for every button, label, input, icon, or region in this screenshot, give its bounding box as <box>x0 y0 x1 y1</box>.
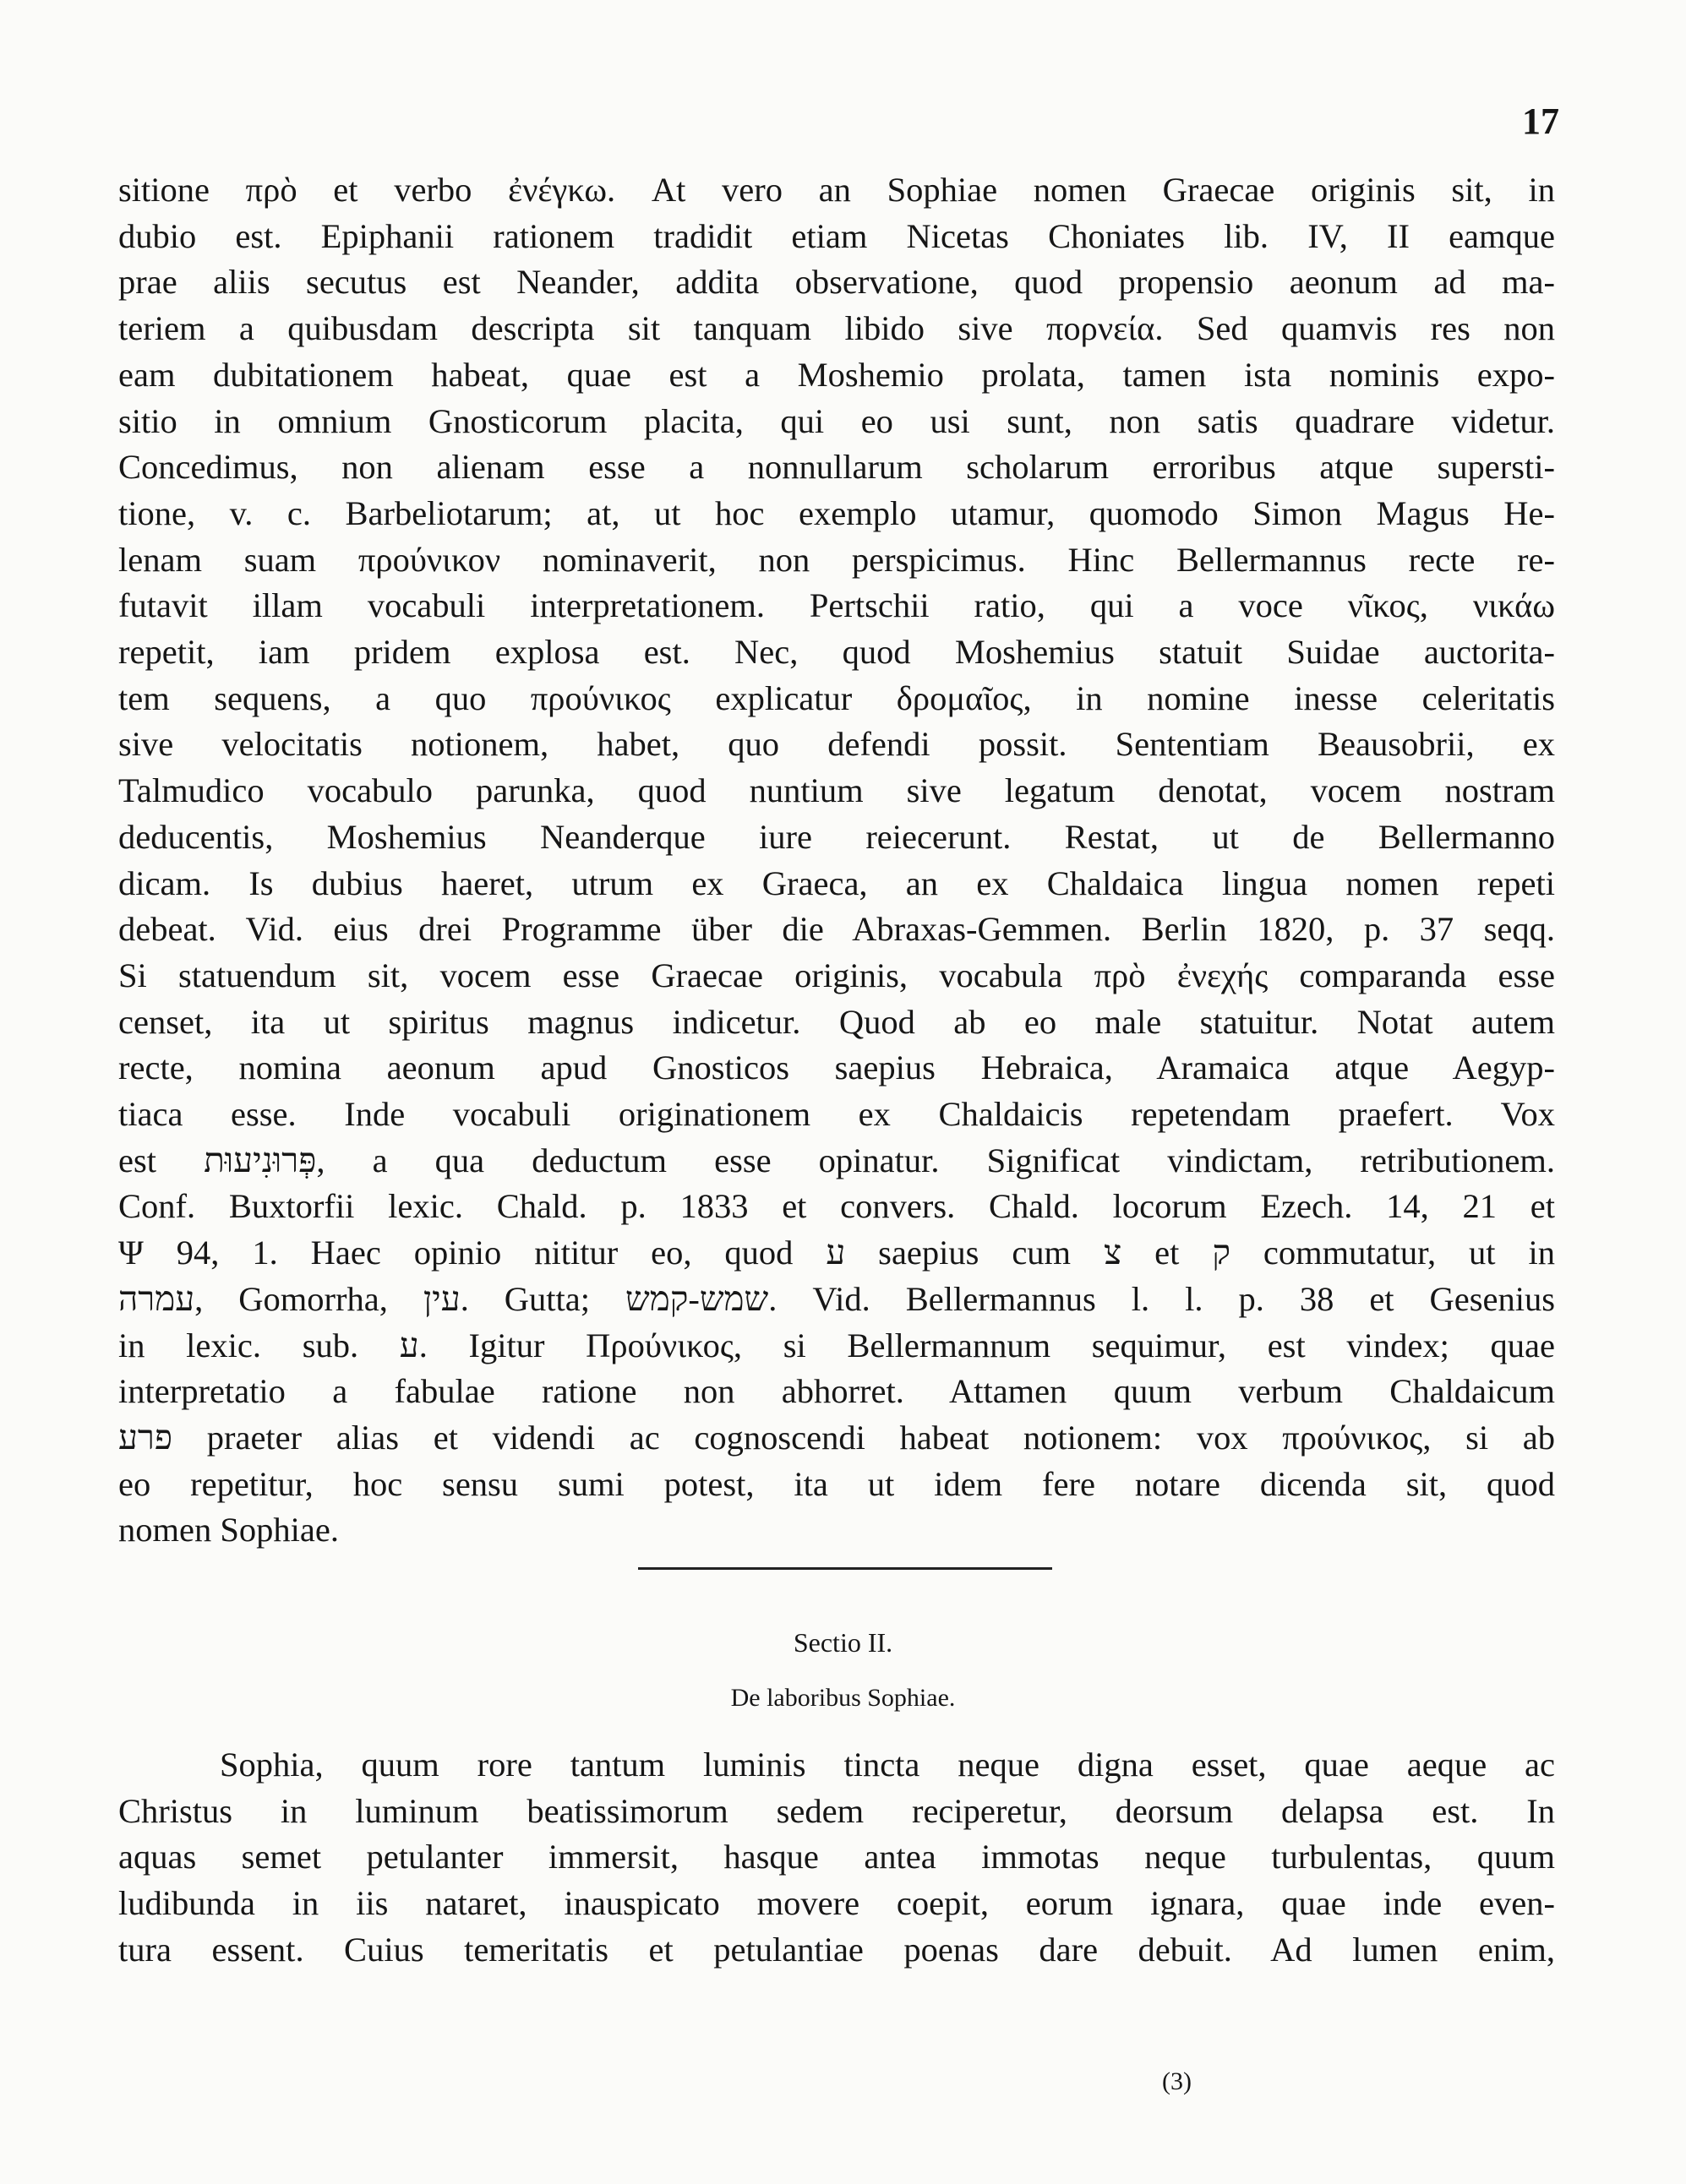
text-line: aquas semet petulanter immersit, hasque antea immotas neque turbulentas, quum <box>118 1838 1555 1876</box>
text-line: teriem a quibusdam descripta sit tanquam libido sive πορνεία. Sed quamvis res non <box>118 309 1555 348</box>
text-line: Sophia, quum rore tantum luminis tincta neque digna esset, quae aeque ac <box>220 1746 1555 1784</box>
text-line: Christus in luminum beatissimorum sedem reciperetur, deorsum delapsa est. In <box>118 1791 1555 1830</box>
section-subheading: De laboribus Sophiae. <box>730 1684 956 1712</box>
text-line: tem sequens, a quo προύνικος explicatur δρομαῖος, in nomine inesse celeritatis <box>118 678 1555 717</box>
text-line: eo repetitur, hoc sensu sumi potest, ita ut idem fere notare dicenda sit, quod <box>118 1464 1555 1503</box>
text-line: tura essent. Cuius temeritatis et petulantiae poenas dare debuit. Ad lumen enim, <box>118 1930 1555 1969</box>
text-line: eam dubitationem habeat, quae est a Moshemio prolata, tamen ista nominis expo- <box>118 355 1555 394</box>
text-line: Conf. Buxtorfii lexic. Chald. p. 1833 et convers. Chald. locorum Ezech. 14, 21 et <box>118 1187 1555 1226</box>
text-line: prae aliis secutus est Neander, addita observatione, quod propensio aeonum ad ma- <box>118 263 1555 302</box>
text-line: nomen Sophiae. <box>118 1511 339 1549</box>
section-divider-rule <box>638 1567 1052 1570</box>
text-line: Talmudico vocabulo parunka, quod nuntium sive legatum denotat, vocem nostram <box>118 771 1555 810</box>
text-line: repetit, iam pridem explosa est. Nec, quod Moshemius statuit Suidae auctorita- <box>118 633 1555 672</box>
text-line: tione, v. c. Barbeliotarum; at, ut hoc exemplo utamur, quomodo Simon Magus He- <box>118 493 1555 532</box>
text-line: debeat. Vid. eius drei Programme über die Abraxas-Gemmen. Berlin 1820, p. 37 seqq. <box>118 910 1555 949</box>
text-line: futavit illam vocabuli interpretationem. Pertschii ratio, qui a voce νῖκος, νικάω <box>118 586 1555 625</box>
section-heading: Sectio II. <box>793 1627 893 1658</box>
text-line: Concedimus, non alienam esse a nonnullarum scholarum erroribus atque supersti- <box>118 448 1555 487</box>
text-line: sitio in omnium Gnosticorum placita, qui eo usi sunt, non satis quadrare videtur. <box>118 401 1555 440</box>
text-line: censet, ita ut spiritus magnus indicetur. Quod ab eo male statuitur. Notat autem <box>118 1002 1555 1041</box>
text-line: Ψ 94, 1. Haec opinio nititur eo, quod ע saepius cum צ et ק commutatur, ut in <box>118 1234 1555 1272</box>
text-line: est פְּרוּנִיעוּת, a qua deductum esse opinatur. Significat vindictam, retributionem. <box>118 1141 1555 1179</box>
page-number: 17 <box>1522 101 1559 142</box>
text-line: sitione πρὸ et verbo ἐνέγκω. At vero an Sophiae nomen Graecae originis sit, in <box>118 171 1555 209</box>
text-line: ludibunda in iis nataret, inauspicato movere coepit, eorum ignara, quae inde even- <box>118 1884 1555 1923</box>
text-line: recte, nomina aeonum apud Gnosticos saepius Hebraica, Aramaica atque Aegyp- <box>118 1048 1555 1087</box>
text-line: dicam. Is dubius haeret, utrum ex Graeca, an ex Chaldaica lingua nomen repeti <box>118 863 1555 902</box>
text-line: עמרה, Gomorrha, עין. Gutta; שמש-קמש. Vid. Bellermannus l. l. p. 38 et Gesenius <box>118 1279 1556 1318</box>
signature-mark: (3) <box>1162 2067 1192 2095</box>
text-line: sive velocitatis notionem, habet, quo defendi possit. Sententiam Beausobrii, ex <box>118 725 1555 764</box>
text-line: tiaca esse. Inde vocabuli originationem ex Chaldaicis repetendam praefert. Vox <box>118 1095 1555 1134</box>
text-line: Si statuendum sit, vocem esse Graecae originis, vocabula πρὸ ἐνεχής comparanda esse <box>118 956 1555 994</box>
main-paragraph <box>118 167 1555 1554</box>
text-line: deducentis, Moshemius Neanderque iure reiecerunt. Restat, ut de Bellermanno <box>118 817 1555 856</box>
second-paragraph <box>118 1742 1555 1974</box>
text-line: dubio est. Epiphanii rationem tradidit etiam Nicetas Choniates lib. IV, II eamque <box>118 216 1555 255</box>
text-line: interpretatio a fabulae ratione non abhorret. Attamen quum verbum Chaldaicum <box>118 1372 1555 1411</box>
text-line: lenam suam προύνικον nominaverit, non perspicimus. Hinc Bellermannus recte re- <box>118 540 1555 579</box>
text-line: פרע praeter alias et videndi ac cognoscendi habeat notionem: vox προύνικος, si ab <box>118 1418 1555 1457</box>
text-line: in lexic. sub. ע. Igitur Προύνικος, si Bellermannum sequimur, est vindex; quae <box>118 1326 1555 1364</box>
